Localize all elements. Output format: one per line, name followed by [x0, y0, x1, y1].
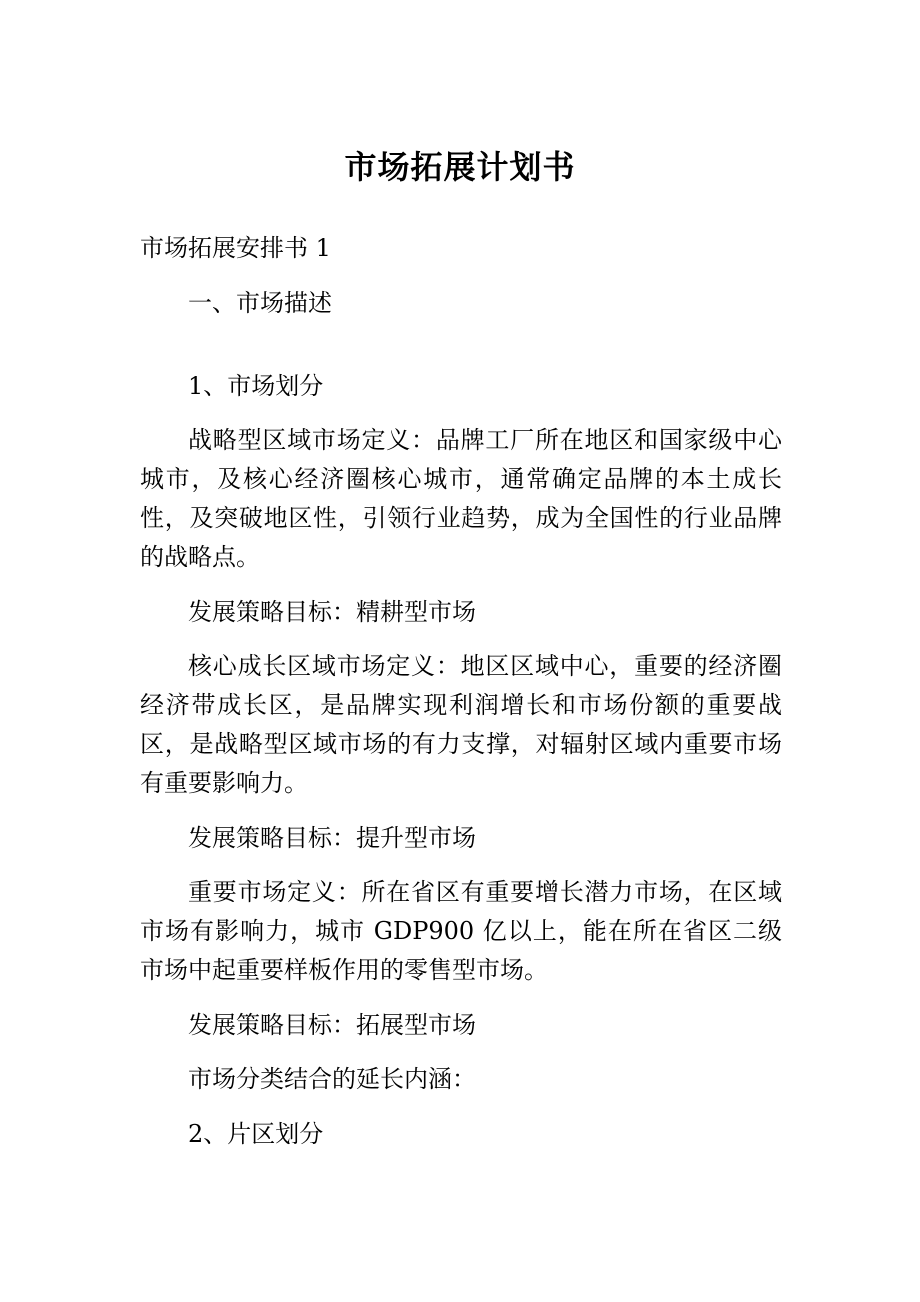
- paragraph: 战略型区域市场定义：品牌工厂所在地区和国家级中心城市，及核心经济圈核心城市，通常确定品牌的本土成长性，及突破地区性，引领行业趋势，成为全国性的行业品牌的战略点。: [140, 426, 782, 571]
- paragraph: 重要市场定义：所在省区有重要增长潜力市场，在区域市场有影响力，城市 GDP900 亿以上，能在所在省区二级市场中起重要样板作用的零售型市场。: [140, 878, 782, 984]
- paragraph: 发展策略目标：提升型市场: [188, 823, 476, 852]
- subsection-heading: 1、市场划分: [188, 371, 324, 400]
- document-body: [140, 229, 782, 1169]
- paragraph: 发展策略目标：精耕型市场: [188, 597, 476, 626]
- paragraph: 市场分类结合的延长内涵：: [188, 1065, 476, 1093]
- subsection-heading: 2、片区划分: [188, 1119, 324, 1148]
- document-title: 市场拓展计划书: [344, 148, 576, 186]
- paragraph: 发展策略目标：拓展型市场: [188, 1010, 476, 1039]
- paragraph: 核心成长区域市场定义：地区区域中心，重要的经济圈经济带成长区，是品牌实现利润增长和市场份额的重要战区，是战略型区域市场的有力支撑，对辐射区域内重要市场有重要影响力。: [140, 652, 782, 797]
- document-subtitle: 市场拓展安排书 1: [140, 234, 331, 262]
- section-heading: 一、市场描述: [188, 288, 332, 317]
